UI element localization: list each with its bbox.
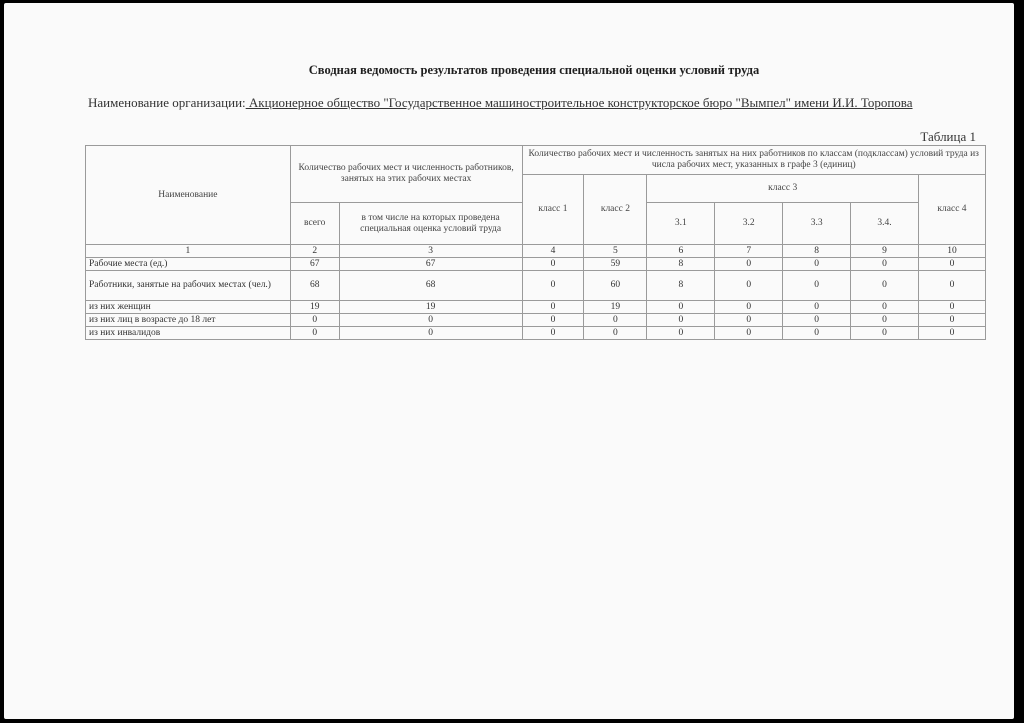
header-class3: класс 3	[647, 175, 919, 203]
col-number: 10	[919, 245, 986, 258]
col-number: 1	[86, 245, 291, 258]
cell: 0	[851, 301, 919, 314]
col-number: 5	[584, 245, 647, 258]
cell: 0	[851, 314, 919, 327]
cell: 0	[851, 271, 919, 301]
cell: 0	[647, 314, 715, 327]
organization-name: Акционерное общество "Государственное машиностроительное конструкторское бюро "Вымпел" имени И.И. Торопова	[245, 95, 913, 110]
col-number: 4	[522, 245, 584, 258]
cell: 0	[783, 271, 851, 301]
cell: 0	[919, 271, 986, 301]
cell: 19	[290, 301, 339, 314]
cell: 0	[290, 327, 339, 340]
header-sub-3-3: 3.3	[783, 203, 851, 245]
col-number: 3	[339, 245, 522, 258]
row-label: Работники, занятые на рабочих местах (чел.)	[86, 271, 291, 301]
cell: 67	[339, 258, 522, 271]
cell: 0	[339, 314, 522, 327]
table-row	[86, 314, 986, 327]
header-name: Наименование	[86, 146, 291, 245]
document-title: Сводная ведомость результатов проведения специальной оценки условий труда	[308, 63, 760, 77]
header-total: всего	[290, 203, 339, 245]
organization-line	[88, 95, 968, 111]
cell: 60	[584, 271, 647, 301]
table-row	[86, 327, 986, 340]
cell: 0	[522, 327, 584, 340]
col-number: 7	[715, 245, 783, 258]
cell: 0	[290, 314, 339, 327]
cell: 59	[584, 258, 647, 271]
cell: 0	[522, 314, 584, 327]
cell: 0	[339, 327, 522, 340]
cell: 0	[715, 271, 783, 301]
cell: 0	[715, 314, 783, 327]
cell: 0	[851, 327, 919, 340]
cell: 0	[522, 301, 584, 314]
header-sub-3-1: 3.1	[647, 203, 715, 245]
cell: 68	[339, 271, 522, 301]
cell: 0	[715, 301, 783, 314]
cell: 0	[783, 327, 851, 340]
cell: 0	[522, 258, 584, 271]
col-number: 6	[647, 245, 715, 258]
column-numbers-row	[86, 245, 986, 258]
cell: 0	[919, 258, 986, 271]
row-label: Рабочие места (ед.)	[86, 258, 291, 271]
table-row	[86, 301, 986, 314]
header-class4: класс 4	[919, 175, 986, 245]
cell: 67	[290, 258, 339, 271]
cell: 0	[851, 258, 919, 271]
header-assessed: в том числе на которых проведена специальная оценка условий труда	[339, 203, 522, 245]
cell: 19	[584, 301, 647, 314]
cell: 0	[522, 271, 584, 301]
table-row	[86, 258, 986, 271]
row-label: из них женщин	[86, 301, 291, 314]
cell: 0	[584, 327, 647, 340]
cell: 0	[715, 327, 783, 340]
cell: 19	[339, 301, 522, 314]
cell: 0	[584, 314, 647, 327]
cell: 0	[715, 258, 783, 271]
cell: 8	[647, 258, 715, 271]
table-caption: Таблица 1	[920, 129, 976, 144]
cell: 0	[919, 314, 986, 327]
cell: 0	[783, 301, 851, 314]
header-sub-3-4: 3.4.	[851, 203, 919, 245]
cell: 68	[290, 271, 339, 301]
col-number: 9	[851, 245, 919, 258]
cell: 0	[647, 301, 715, 314]
cell: 8	[647, 271, 715, 301]
summary-table	[85, 145, 986, 340]
header-sub-3-2: 3.2	[715, 203, 783, 245]
cell: 0	[783, 258, 851, 271]
row-label: из них лиц в возрасте до 18 лет	[86, 314, 291, 327]
row-label: из них инвалидов	[86, 327, 291, 340]
organization-label: Наименование организации:	[88, 95, 246, 110]
cell: 0	[647, 327, 715, 340]
header-group-workplaces: Количество рабочих мест и численность работников, занятых на этих рабочих местах	[290, 146, 522, 203]
header-class2: класс 2	[584, 175, 647, 245]
col-number: 8	[783, 245, 851, 258]
table-row	[86, 271, 986, 301]
cell: 0	[919, 301, 986, 314]
header-group-classes: Количество рабочих мест и численность занятых на них работников по классам (подклассам) условий труда из числа рабочих мест, указанных в графе 3 (единиц)	[522, 146, 986, 175]
col-number: 2	[290, 245, 339, 258]
cell: 0	[919, 327, 986, 340]
cell: 0	[783, 314, 851, 327]
header-class1: класс 1	[522, 175, 584, 245]
